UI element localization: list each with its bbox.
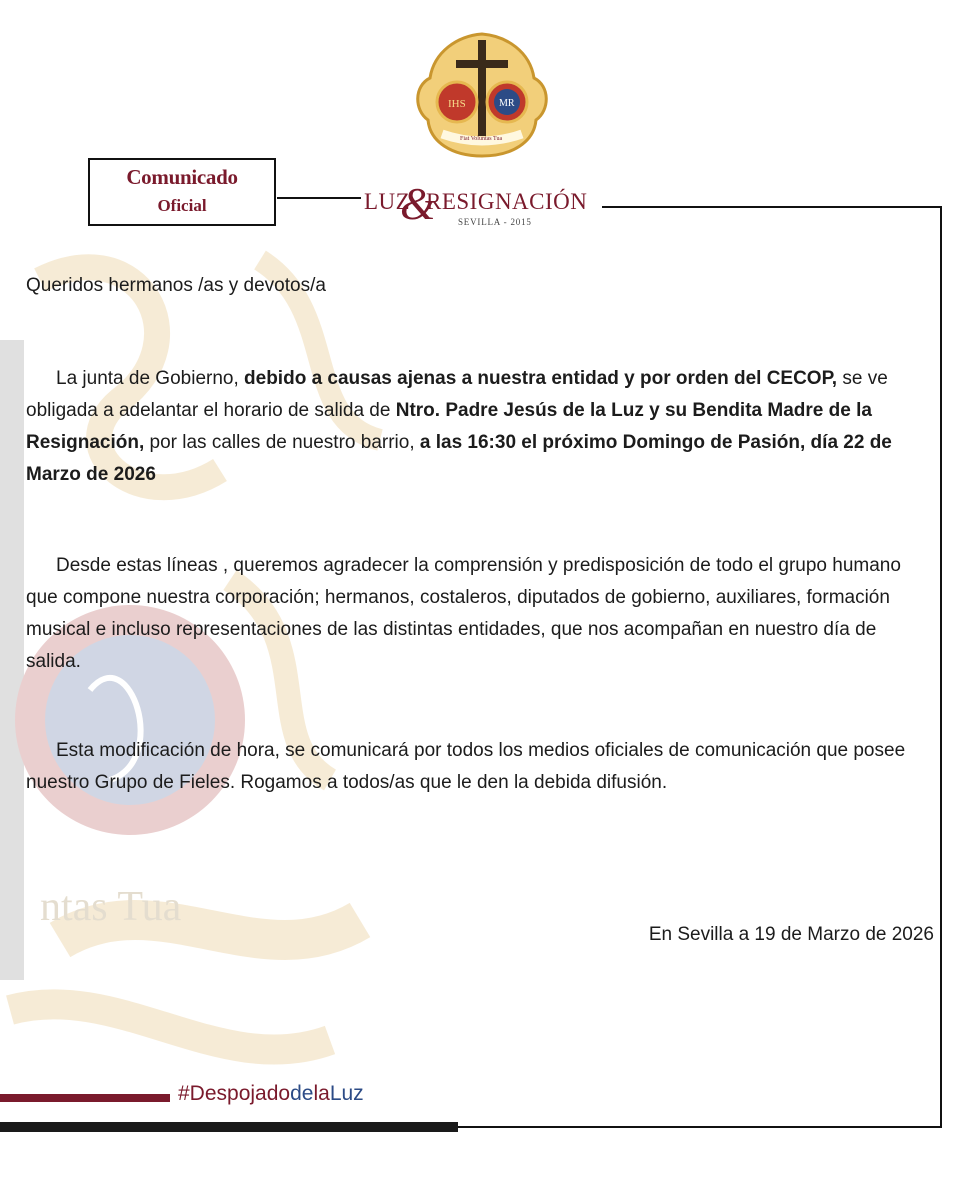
p2-text: Desde estas líneas , queremos agradecer la comprensión y predisposición de todo el grupo humano que compone nuestra corporación; hermanos, costaleros, diputados de gobierno, auxiliares, formación musical e incluso representaciones de las distintas entidades, que nos acompañan en nuestro día de salida. (26, 555, 901, 672)
watermark-text: ntas Tua (40, 884, 182, 930)
header-rule-right (602, 206, 942, 208)
p1-bold-3: a las 16:30 el próximo Domingo de Pasión, día 22 de Marzo de 2026 (26, 432, 892, 485)
footer-bar-dark (0, 1122, 458, 1132)
badge-line2: Oficial (157, 196, 207, 215)
p1-bold-1: debido a causas ajenas a nuestra entidad y por orden del CECOP, (244, 368, 838, 389)
paragraph-1 (26, 363, 926, 491)
p1-bold-2: Ntro. Padre Jesús de la Luz y su Bendita Madre de la Resignación, (26, 400, 872, 453)
p3-text: Esta modificación de hora, se comunicará por todos los medios oficiales de comunicación que posee nuestro Grupo de Fieles. Rogamos a todos/as que le den la debida difusión. (26, 740, 906, 793)
official-statement-badge (88, 158, 276, 226)
brand-wordmark (364, 178, 600, 237)
brand-ampersand: & (400, 178, 436, 229)
hashtag-part-4: Luz (329, 1082, 364, 1105)
hashtag-part-1: #Despojado (178, 1082, 291, 1105)
salutation-text: Queridos hermanos /as y devotos/a (26, 275, 326, 296)
p1-text-2: se ve obligada a adelantar el horario de salida de (26, 368, 888, 421)
p1-text-3: por las calles de nuestro barrio, (144, 432, 420, 453)
p1-text-1: La junta de Gobierno, (56, 368, 245, 389)
svg-text:MR: MR (499, 98, 515, 109)
svg-text:IHS: IHS (448, 98, 466, 110)
crest-motto: Fiat Voluntas Tua (460, 136, 503, 142)
salutation (26, 270, 926, 302)
hashtag-part-3: la (313, 1082, 330, 1105)
footer-bar-burgundy (0, 1094, 170, 1102)
paragraph-2 (26, 550, 926, 678)
badge-line1: Comunicado (126, 165, 238, 189)
brand-subtitle: SEVILLA - 2015 (458, 217, 532, 227)
signature-date: En Sevilla a 19 de Marzo de 2026 (648, 924, 934, 945)
frame-right-border (940, 206, 942, 1128)
hashtag-part-2: de (290, 1082, 314, 1105)
paragraph-3 (26, 735, 926, 799)
brotherhood-crest-logo (412, 30, 552, 160)
hashtag (178, 1082, 364, 1106)
brand-luz: LUZ (364, 189, 411, 214)
brand-resignacion: RESIGNACIÓN (426, 189, 588, 214)
header-rule-left (277, 197, 361, 199)
